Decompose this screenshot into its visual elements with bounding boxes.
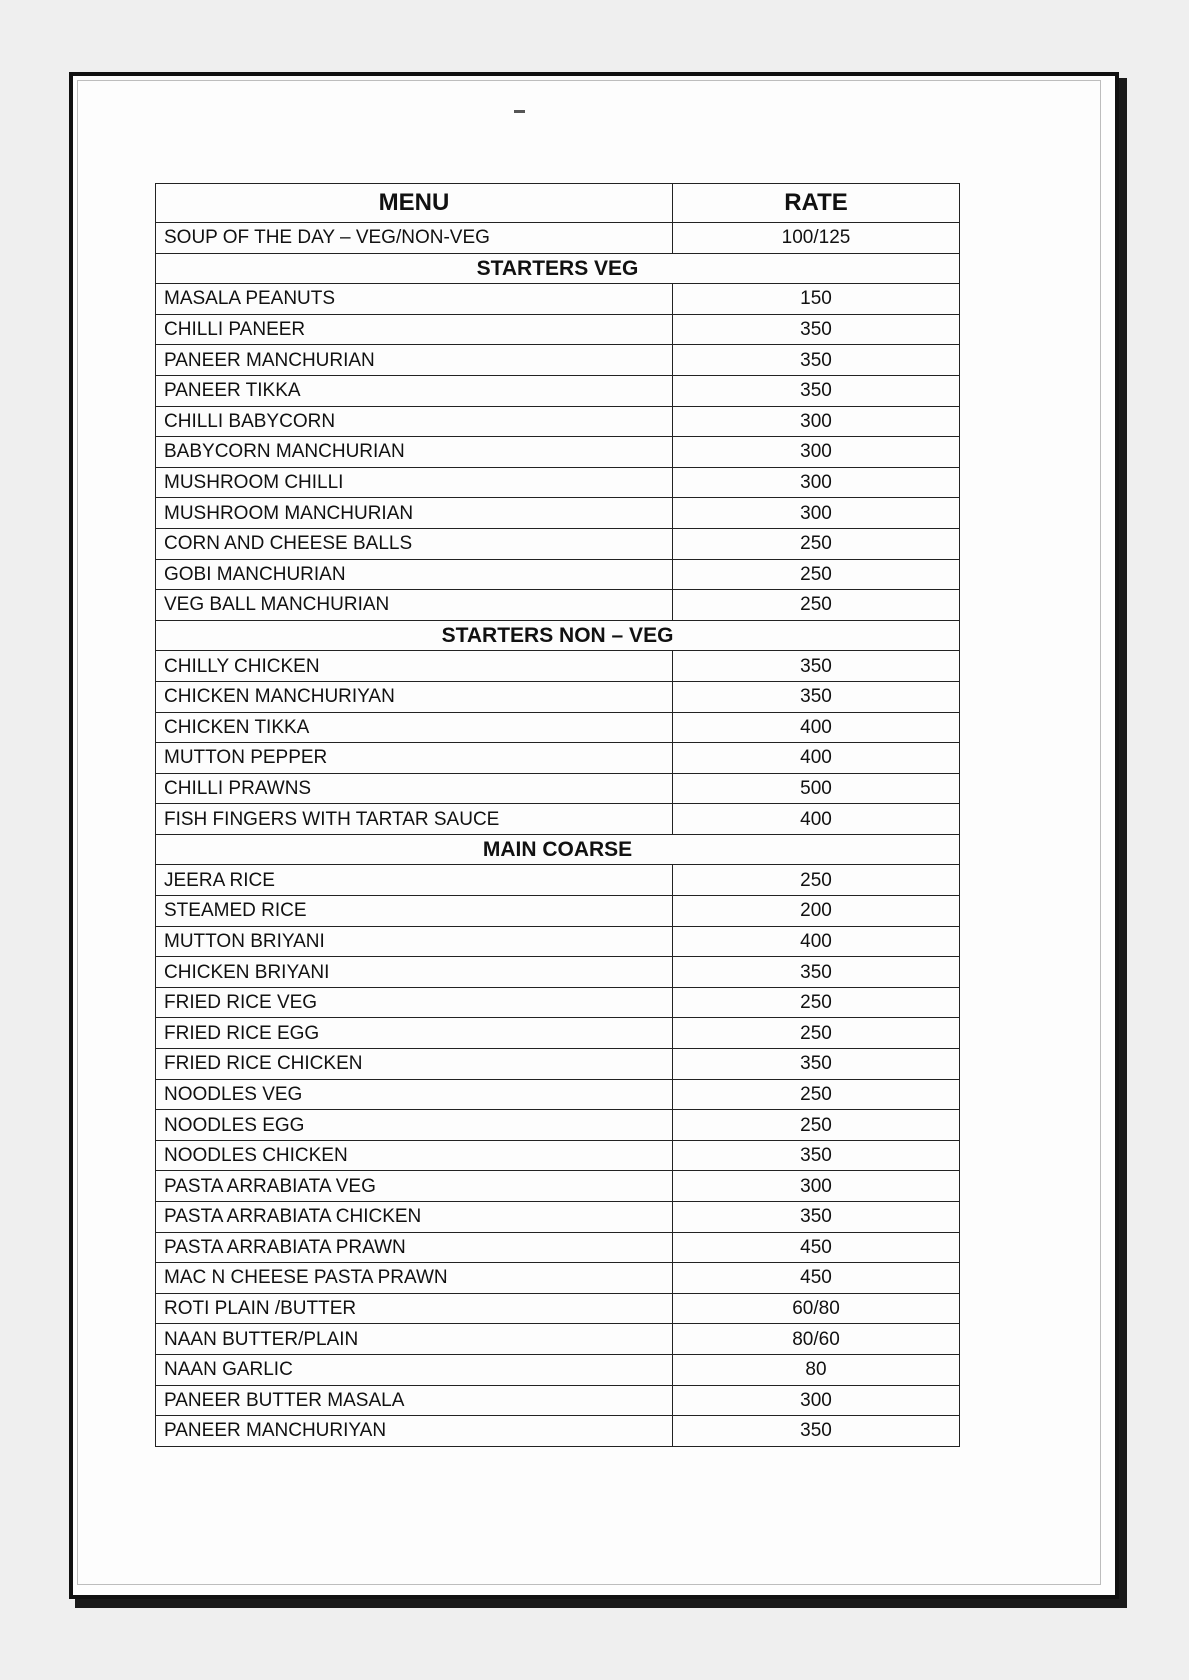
item-rate: 350 [673,957,960,988]
item-rate: 100/125 [673,223,960,254]
menu-table [155,183,960,1447]
item-rate: 80/60 [673,1324,960,1355]
menu-item-row [156,1110,960,1141]
item-rate: 350 [673,1202,960,1233]
item-rate: 300 [673,498,960,529]
item-rate: 300 [673,406,960,437]
item-rate: 60/80 [673,1293,960,1324]
item-name: MASALA PEANUTS [156,284,673,315]
menu-item-row [156,1079,960,1110]
menu-item-row [156,1140,960,1171]
section-title: STARTERS NON – VEG [156,620,960,651]
item-name: PASTA ARRABIATA VEG [156,1171,673,1202]
item-rate: 250 [673,590,960,621]
item-rate: 300 [673,1385,960,1416]
item-name: FRIED RICE VEG [156,987,673,1018]
item-name: GOBI MANCHURIAN [156,559,673,590]
menu-item-row [156,743,960,774]
menu-item-row [156,1293,960,1324]
item-name: MAC N CHEESE PASTA PRAWN [156,1263,673,1294]
item-rate: 450 [673,1263,960,1294]
menu-item-row [156,1232,960,1263]
item-name: CHICKEN BRIYANI [156,957,673,988]
item-name: CHILLY CHICKEN [156,651,673,682]
item-rate: 350 [673,681,960,712]
item-name: ROTI PLAIN /BUTTER [156,1293,673,1324]
menu-item-row [156,559,960,590]
item-rate: 400 [673,712,960,743]
item-rate: 200 [673,896,960,927]
item-name: CHILLI PANEER [156,314,673,345]
item-name: FRIED RICE CHICKEN [156,1049,673,1080]
item-rate: 350 [673,1416,960,1447]
item-name: NAAN BUTTER/PLAIN [156,1324,673,1355]
item-name: STEAMED RICE [156,896,673,927]
menu-item-row [156,896,960,927]
item-name: NOODLES EGG [156,1110,673,1141]
menu-item-row [156,773,960,804]
menu-header-row [156,184,960,223]
item-rate: 250 [673,865,960,896]
menu-item-row [156,804,960,835]
menu-item-row [156,1202,960,1233]
item-name: BABYCORN MANCHURIAN [156,437,673,468]
item-rate: 150 [673,284,960,315]
menu-page [69,72,1119,1599]
menu-item-row [156,590,960,621]
item-name: JEERA RICE [156,865,673,896]
item-rate: 250 [673,987,960,1018]
item-rate: 300 [673,1171,960,1202]
item-rate: 400 [673,743,960,774]
menu-item-row [156,926,960,957]
menu-item-row [156,437,960,468]
item-name: MUTTON BRIYANI [156,926,673,957]
item-name: NOODLES VEG [156,1079,673,1110]
menu-item-row [156,1049,960,1080]
item-name: CHICKEN TIKKA [156,712,673,743]
item-name: PANEER TIKKA [156,375,673,406]
item-name: MUSHROOM CHILLI [156,467,673,498]
item-rate: 250 [673,1018,960,1049]
item-name: VEG BALL MANCHURIAN [156,590,673,621]
section-title: STARTERS VEG [156,253,960,284]
menu-item-row [156,1171,960,1202]
menu-item-row [156,528,960,559]
item-rate: 300 [673,467,960,498]
section-header-row [156,253,960,284]
item-rate: 350 [673,345,960,376]
section-title: MAIN COARSE [156,834,960,865]
item-name: PASTA ARRABIATA PRAWN [156,1232,673,1263]
menu-item-row [156,284,960,315]
item-rate: 350 [673,651,960,682]
rate-column-header: RATE [673,184,960,223]
item-rate: 500 [673,773,960,804]
item-rate: 400 [673,926,960,957]
menu-column-header: MENU [156,184,673,223]
item-name: FRIED RICE EGG [156,1018,673,1049]
item-name: CORN AND CHEESE BALLS [156,528,673,559]
item-rate: 300 [673,437,960,468]
section-header-row [156,620,960,651]
menu-item-row [156,712,960,743]
menu-item-row [156,1385,960,1416]
menu-item-row [156,375,960,406]
item-rate: 400 [673,804,960,835]
menu-item-row [156,1324,960,1355]
menu-item-row [156,681,960,712]
item-name: PANEER MANCHURIAN [156,345,673,376]
item-rate: 350 [673,1140,960,1171]
menu-item-row [156,1018,960,1049]
item-rate: 350 [673,314,960,345]
item-name: CHICKEN MANCHURIYAN [156,681,673,712]
item-name: SOUP OF THE DAY – VEG/NON-VEG [156,223,673,254]
menu-item-row [156,1354,960,1385]
item-name: MUTTON PEPPER [156,743,673,774]
menu-item-row [156,498,960,529]
section-header-row [156,834,960,865]
menu-item-row [156,314,960,345]
menu-item-row [156,865,960,896]
item-name: FISH FINGERS WITH TARTAR SAUCE [156,804,673,835]
menu-item-row [156,345,960,376]
menu-item-row [156,223,960,254]
menu-item-row [156,1263,960,1294]
item-name: PANEER MANCHURIYAN [156,1416,673,1447]
item-rate: 250 [673,559,960,590]
item-name: CHILLI PRAWNS [156,773,673,804]
menu-item-row [156,957,960,988]
item-rate: 350 [673,1049,960,1080]
item-name: PANEER BUTTER MASALA [156,1385,673,1416]
menu-body [156,223,960,1447]
menu-item-row [156,987,960,1018]
item-rate: 450 [673,1232,960,1263]
item-name: PASTA ARRABIATA CHICKEN [156,1202,673,1233]
menu-item-row [156,406,960,437]
menu-item-row [156,1416,960,1447]
item-rate: 250 [673,1110,960,1141]
item-name: MUSHROOM MANCHURIAN [156,498,673,529]
item-rate: 80 [673,1354,960,1385]
item-name: NOODLES CHICKEN [156,1140,673,1171]
page-mark [514,110,525,113]
item-rate: 350 [673,375,960,406]
item-name: NAAN GARLIC [156,1354,673,1385]
menu-item-row [156,467,960,498]
menu-item-row [156,651,960,682]
item-rate: 250 [673,1079,960,1110]
item-name: CHILLI BABYCORN [156,406,673,437]
item-rate: 250 [673,528,960,559]
